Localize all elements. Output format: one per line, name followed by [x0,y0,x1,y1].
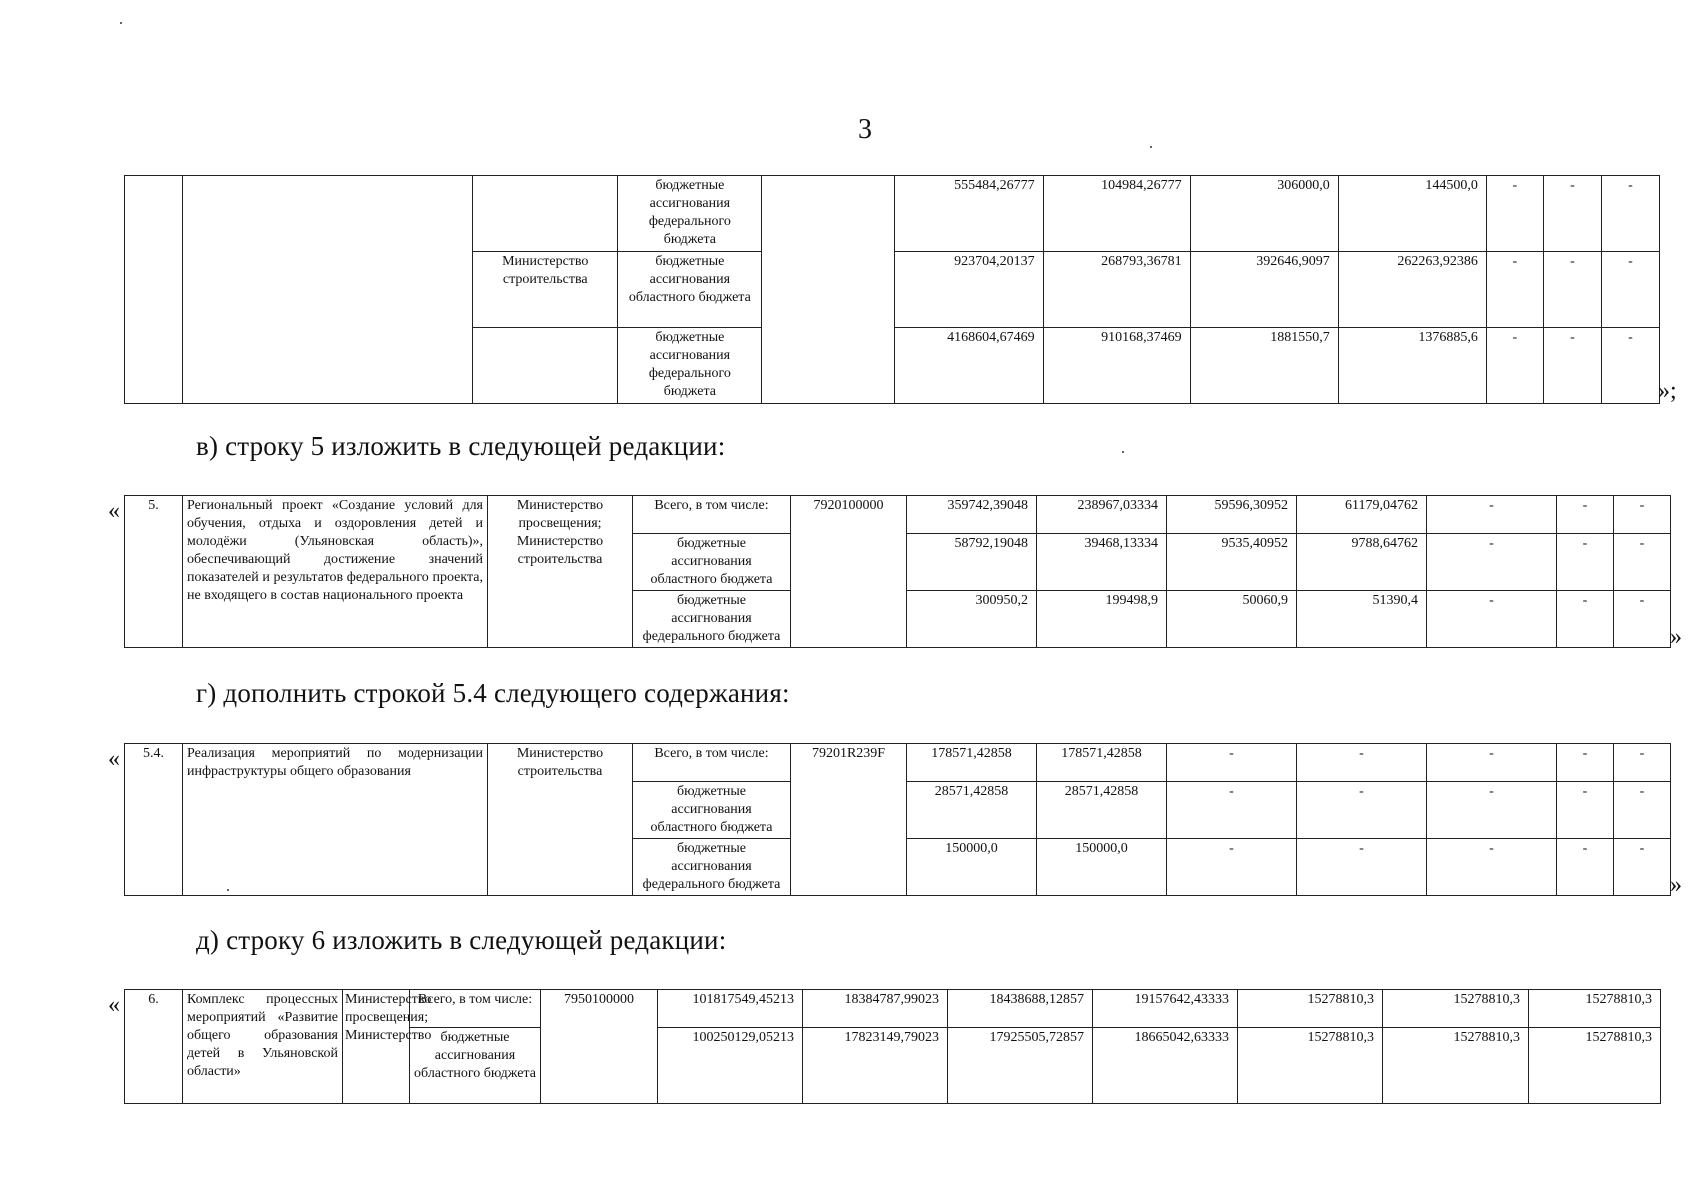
value-cell: 910168,37469 [1043,328,1190,404]
table-top-continuation [124,175,1660,404]
dash-cell: - [1427,839,1557,896]
value-cell: - [1297,744,1427,782]
dash-cell: - [1614,839,1671,896]
dash-cell: - [1427,744,1557,782]
heading-v: в) строку 5 изложить в следующей редакции: [196,431,726,461]
source-cell: бюджетные ассигнования областного бюджета [410,1028,541,1104]
value-cell: 100250129,05213 [658,1028,803,1104]
ministry-cell: Министерство просвещения; Министерство строительства [488,496,633,648]
dash-cell: - [1427,496,1557,534]
ministry-cell: Министерство строительства [473,252,618,328]
value-cell: - [1297,839,1427,896]
closing-quote: » [1670,872,1682,898]
dash-cell: - [1486,176,1543,252]
source-cell: бюджетные ассигнования федерального бюджета [618,328,762,404]
project-name: Комплекс процессных мероприятий «Развитие общего образования детей в Ульяновской области» [183,990,343,1104]
value-cell: 51390,4 [1297,591,1427,648]
table-row [125,990,1661,1028]
value-cell: 50060,9 [1167,591,1297,648]
value-cell: 923704,20137 [895,252,1043,328]
code-cell: 7950100000 [541,990,658,1104]
value-cell: 178571,42858 [1037,744,1167,782]
value-cell: 17925505,72857 [948,1028,1093,1104]
value-cell: 150000,0 [907,839,1037,896]
value-cell: 15278810,3 [1529,1028,1661,1104]
value-cell: 19157642,43333 [1093,990,1238,1028]
project-name: Региональный проект «Создание условий для обучения, отдыха и оздоровления детей и молодёжи (Ульяновская область)», обеспечивающий достижение значений показателей и результатов федерального проекта, не входящего в состав национального проекта [183,496,488,648]
dash-cell: - [1486,252,1543,328]
source-cell: Всего, в том числе: [410,990,541,1028]
scan-dot [120,22,122,24]
value-cell: 238967,03334 [1037,496,1167,534]
table-row-5-4 [124,743,1671,896]
code-cell: 79201R239F [791,744,907,896]
value-cell: 306000,0 [1190,176,1338,252]
value-cell: 150000,0 [1037,839,1167,896]
value-cell: 17823149,79023 [803,1028,948,1104]
dash-cell: - [1614,782,1671,839]
dash-cell: - [1557,496,1614,534]
name-cell [183,176,473,404]
value-cell: 9788,64762 [1297,534,1427,591]
heading-g: г) дополнить строкой 5.4 следующего содержания: [196,678,790,708]
heading-d: д) строку 6 изложить в следующей редакции: [196,925,727,955]
value-cell: 18438688,12857 [948,990,1093,1028]
dash-cell: - [1427,591,1557,648]
dash-cell: - [1614,496,1671,534]
source-cell: бюджетные ассигнования федерального бюджета [633,839,791,896]
row-number: 6. [125,990,183,1104]
value-cell: 1376885,6 [1338,328,1486,404]
value-cell: 15278810,3 [1238,990,1383,1028]
value-cell: - [1297,782,1427,839]
ministry-cell [473,328,618,404]
dash-cell: - [1601,328,1659,404]
source-cell: Всего, в том числе: [633,744,791,782]
source-cell: Всего, в том числе: [633,496,791,534]
value-cell: 18384787,99023 [803,990,948,1028]
table-row [125,176,1660,252]
value-cell: 18665042,63333 [1093,1028,1238,1104]
value-cell: - [1167,839,1297,896]
value-cell: 15278810,3 [1529,990,1661,1028]
scan-dot [1150,146,1152,148]
closing-quote: »; [1658,378,1677,404]
value-cell: 15278810,3 [1238,1028,1383,1104]
value-cell: 555484,26777 [895,176,1043,252]
value-cell: 104984,26777 [1043,176,1190,252]
value-cell: 59596,30952 [1167,496,1297,534]
value-cell: 199498,9 [1037,591,1167,648]
opening-quote: « [108,992,120,1018]
dash-cell: - [1486,328,1543,404]
source-cell: бюджетные ассигнования областного бюджета [633,534,791,591]
table-row-6 [124,989,1661,1104]
opening-quote: « [108,498,120,524]
value-cell: 300950,2 [907,591,1037,648]
dash-cell: - [1601,176,1659,252]
table-row [125,496,1671,534]
dash-cell: - [1557,591,1614,648]
dash-cell: - [1557,534,1614,591]
dash-cell: - [1543,328,1601,404]
row-number: 5.4. [125,744,183,896]
row-number: 5. [125,496,183,648]
code-cell [762,176,895,404]
dash-cell: - [1557,782,1614,839]
dash-cell: - [1557,839,1614,896]
opening-quote: « [108,746,120,772]
ministry-cell: Министерство просвещения; Министерство [343,990,410,1104]
table-row-5 [124,495,1671,648]
dash-cell: - [1614,744,1671,782]
value-cell: 28571,42858 [907,782,1037,839]
value-cell: 144500,0 [1338,176,1486,252]
value-cell: 268793,36781 [1043,252,1190,328]
source-cell: бюджетные ассигнования областного бюджета [618,252,762,328]
value-cell: 392646,9097 [1190,252,1338,328]
dash-cell: - [1427,782,1557,839]
ministry-cell: Министерство строительства [488,744,633,896]
source-cell: бюджетные ассигнования федерального бюджета [633,591,791,648]
value-cell: 61179,04762 [1297,496,1427,534]
dash-cell: - [1601,252,1659,328]
dash-cell: - [1557,744,1614,782]
value-cell: 15278810,3 [1383,990,1529,1028]
dash-cell: - [1614,534,1671,591]
num-cell [125,176,183,404]
value-cell: 39468,13334 [1037,534,1167,591]
value-cell: - [1167,744,1297,782]
table-row [125,744,1671,782]
value-cell: 28571,42858 [1037,782,1167,839]
dash-cell: - [1614,591,1671,648]
value-cell: 15278810,3 [1383,1028,1529,1104]
value-cell: 359742,39048 [907,496,1037,534]
value-cell: 9535,40952 [1167,534,1297,591]
code-cell: 7920100000 [791,496,907,648]
scan-dot [1122,451,1124,453]
dash-cell: - [1543,176,1601,252]
closing-quote: » [1670,624,1682,650]
value-cell: 4168604,67469 [895,328,1043,404]
ministry-cell [473,176,618,252]
value-cell: 262263,92386 [1338,252,1486,328]
value-cell: 178571,42858 [907,744,1037,782]
source-cell: бюджетные ассигнования федерального бюджета [618,176,762,252]
dash-cell: - [1543,252,1601,328]
value-cell: 1881550,7 [1190,328,1338,404]
value-cell: - [1167,782,1297,839]
project-name: Реализация мероприятий по модернизации инфраструктуры общего образования [183,744,488,896]
page-number: 3 [858,114,872,145]
dash-cell: - [1427,534,1557,591]
source-cell: бюджетные ассигнования областного бюджета [633,782,791,839]
value-cell: 58792,19048 [907,534,1037,591]
value-cell: 101817549,45213 [658,990,803,1028]
